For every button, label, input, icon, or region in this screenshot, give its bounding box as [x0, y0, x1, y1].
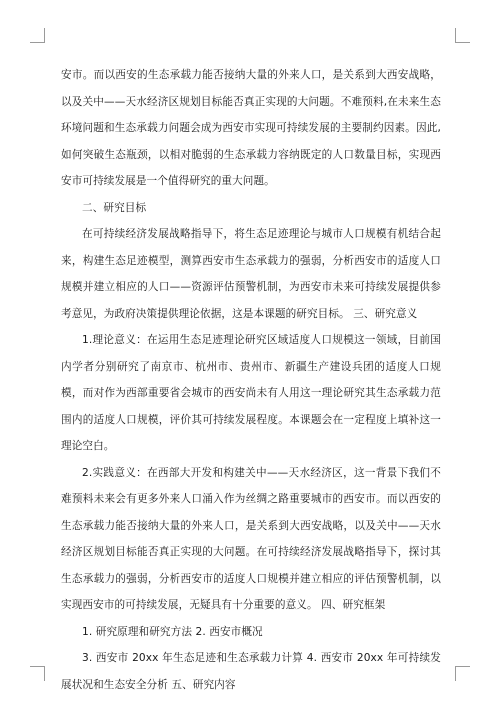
- page-corner-mark-top-left: [30, 28, 45, 43]
- paragraph-theoretical-significance: 1.理论意义：在运用生态足迹理论研究区域适度人口规模这一领域，目前国内学者分别研究了南京市、杭州市、贵州市、新疆生产建设兵团的适度人口规模，而对作为西部重要省会城市的西安尚未有人用这一理论研究其生态承载力范围内的适度人口规模，评价其可持续发展程度。本课题会在一定程度上填补这一理论空白。: [61, 334, 441, 452]
- paragraph-background-continued: 安市。而以西安的生态承载力能否接纳大量的外来人口，是关系到大西安战略，以及关中——天水经济区规划目标能否真正实现的大问题。不难预料,在未来生态环境问题和生态承载力问题会成为西安市实现可持续发展的主要制约因素。因此,如何突破生态瓶颈，以相对脆弱的生态承载力容纳既定的人口数量目标，实现西安市可持续发展是一个值得研究的重大问题。: [61, 69, 441, 187]
- paragraph-practical-significance: 2.实践意义：在西部大开发和构建关中——天水经济区，这一背景下我们不难预料未来会有更多外来人口涌入作为丝绸之路重要城市的西安市。而以西安的生态承载力能否接纳大量的外来人口，是关系到大西安战略，以及关中——天水经济区规划目标能否真正实现的大问题。在可持续经济发展战略指导下，探讨其生态承载力的强弱，分析西安市的适度人口规模并建立相应的评估预警机制，以实现西安市的可持续发展，无疑具有十分重要的意义。 四、研究框架: [61, 466, 441, 611]
- paragraph-research-goal: 在可持续经济发展战略指导下，将生态足迹理论与城市人口规模有机结合起来，构建生态足迹模型，测算西安市生态承载力的强弱，分析西安市的适度人口规模并建立相应的人口——资源评估预警机制，为西安市未来可持续发展提供参考意见，为政府决策提供理论依据，这是本课题的研究目标。 三、研究意义: [61, 228, 441, 320]
- page-corner-mark-bottom-left: [30, 666, 45, 681]
- page-corner-mark-top-right: [455, 28, 470, 43]
- framework-item-1-2: 1. 研究原理和研究方法 2. 西安市概况: [82, 625, 263, 638]
- section-heading-research-goal: 二、研究目标: [82, 201, 147, 214]
- document-body: [61, 62, 441, 698]
- page-corner-mark-bottom-right: [455, 666, 470, 681]
- framework-item-3-4: 3. 西安市 20xx 年生态足迹和生态承载力计算 4. 西安市 20xx 年可持续发展状况和生态安全分析 五、研究内容: [61, 652, 441, 691]
